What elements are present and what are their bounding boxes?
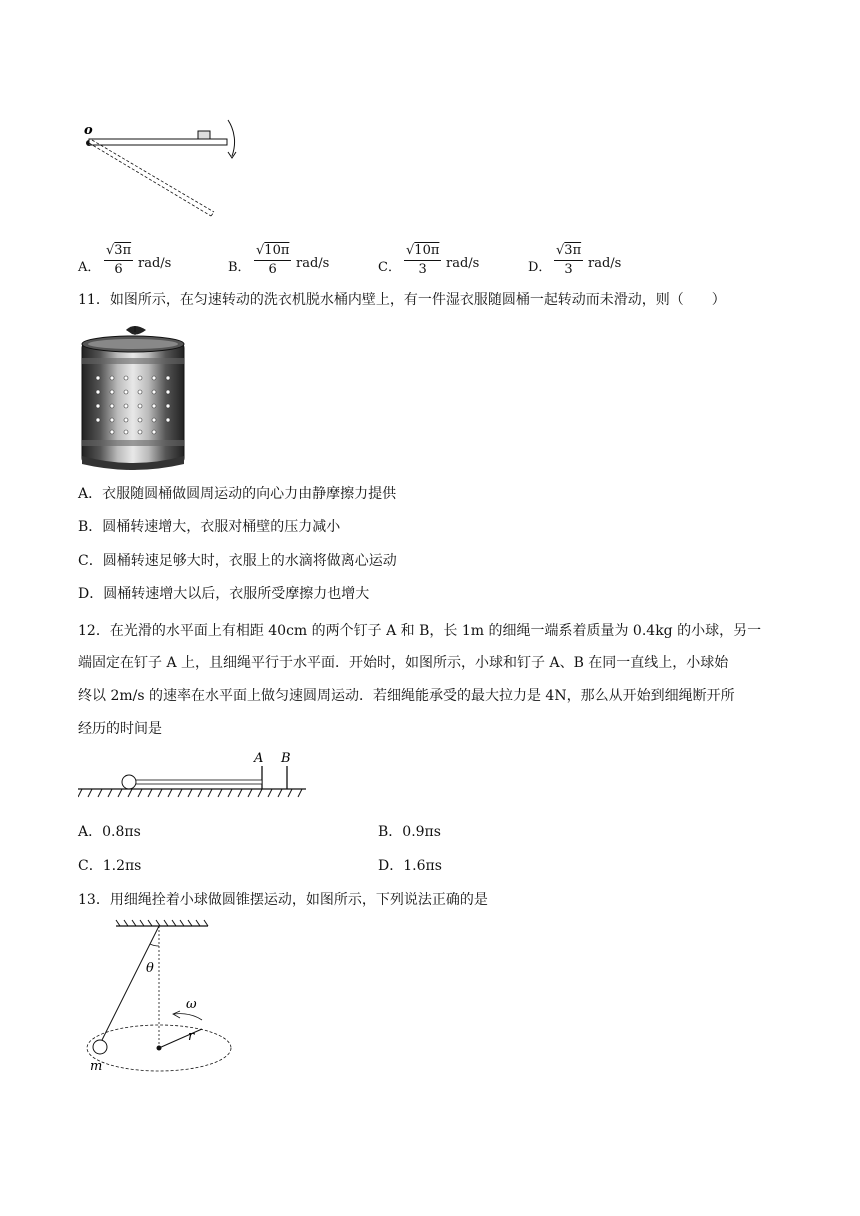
- q11-stem: 11．如图所示，在匀速转动的洗衣机脱水桶内壁上，有一件湿衣服随圆桶一起转动而未滑动，则（ ）: [78, 292, 726, 308]
- fraction: $\frac{√3\pi}{6}$: [106, 243, 132, 277]
- denominator: 6: [114, 262, 123, 277]
- washing-drum-figure: [78, 322, 190, 472]
- angular-velocity-omega-label: ω: [186, 997, 197, 1012]
- nail-b-label: B: [281, 751, 291, 766]
- rotating-rod-figure: [80, 112, 250, 224]
- unit: rad/s: [446, 256, 480, 271]
- denominator: 6: [268, 262, 277, 277]
- fraction: $\frac{√3\pi}{3}$: [556, 243, 582, 277]
- nails-string-figure: [78, 748, 310, 800]
- unit: rad/s: [588, 256, 622, 271]
- radicand: 3π: [564, 243, 582, 258]
- q11-option-a[interactable]: A．衣服随圆桶做圆周运动的向心力由静摩擦力提供: [78, 486, 397, 502]
- q12-option-a[interactable]: A．0.8πs: [78, 824, 141, 840]
- mass-m-label: m: [90, 1059, 103, 1074]
- q11-option-c[interactable]: C．圆桶转速足够大时，衣服上的水滴将做离心运动: [78, 553, 397, 569]
- denominator: 3: [418, 262, 427, 277]
- fraction: $\frac{√10\pi}{6}$: [256, 243, 290, 277]
- q12-option-d[interactable]: D．1.6πs: [378, 858, 442, 874]
- radicand: 10π: [414, 243, 440, 258]
- option-letter: A．: [78, 260, 101, 275]
- q12-stem-line-4: 经历的时间是: [78, 721, 162, 737]
- q12-stem-line-3: 终以 2m/s 的速率在水平面上做匀速圆周运动．若细绳能承受的最大拉力是 4N，那么从开始到细绳断开所: [78, 688, 735, 704]
- q11-option-d[interactable]: D．圆桶转速增大以后，衣服所受摩擦力也增大: [78, 586, 370, 602]
- nail-a-label: A: [254, 751, 264, 766]
- q12-option-c[interactable]: C．1.2πs: [78, 858, 142, 874]
- unit: rad/s: [296, 256, 330, 271]
- option-letter: B．: [228, 260, 251, 275]
- q12-stem-line-1: 12．在光滑的水平面上有相距 40cm 的两个钉子 A 和 B，长 1m 的细绳一端系着质量为 0.4kg 的小球，另一: [78, 623, 762, 639]
- conical-pendulum-figure: [86, 916, 242, 1074]
- option-letter: D．: [528, 260, 552, 275]
- option-letter: C．: [378, 260, 401, 275]
- q12-option-b[interactable]: B．0.9πs: [378, 824, 441, 840]
- fraction: $\frac{√10\pi}{3}$: [406, 243, 440, 277]
- radicand: 3π: [114, 243, 132, 258]
- denominator: 3: [564, 262, 573, 277]
- radicand: 10π: [264, 243, 290, 258]
- radius-r-label: r: [188, 1029, 195, 1044]
- pivot-label-o: o: [84, 123, 93, 138]
- q13-stem: 13．用细绳拴着小球做圆锥摆运动，如图所示，下列说法正确的是: [78, 892, 488, 908]
- unit: rad/s: [138, 256, 172, 271]
- q12-stem-line-2: 端固定在钉子 A 上，且细绳平行于水平面．开始时，如图所示，小球和钉子 A、B 在同一直线上，小球始: [78, 655, 729, 671]
- angle-theta-label: θ: [146, 961, 154, 976]
- q11-option-b[interactable]: B．圆桶转速增大，衣服对桶壁的压力减小: [78, 519, 341, 535]
